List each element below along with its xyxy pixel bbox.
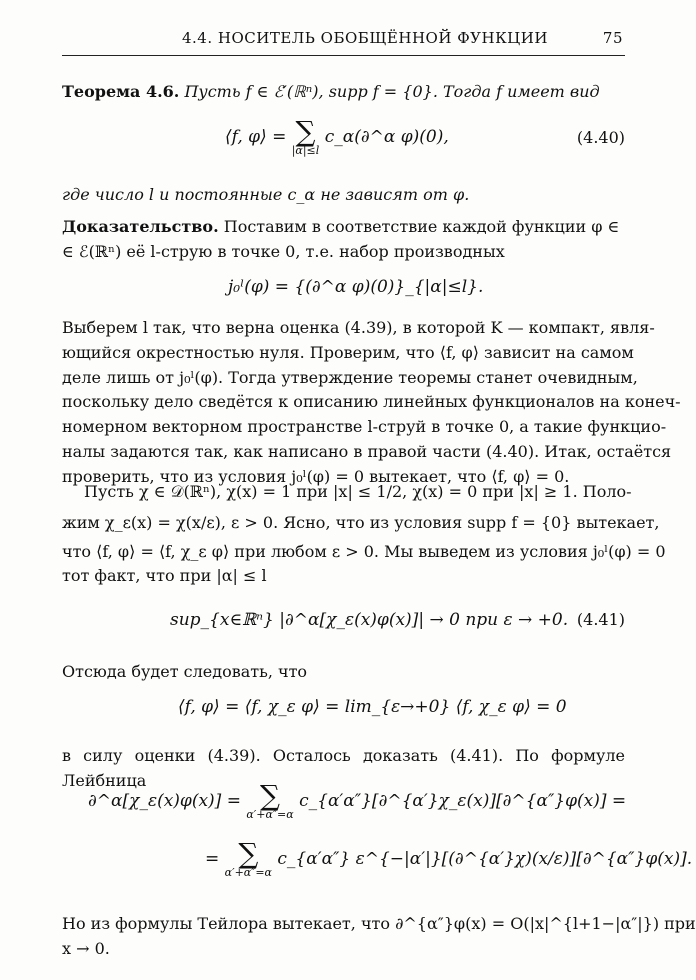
sum-symbol: ∑ α′+α″=α [246,779,294,821]
paragraph-2 [62,480,666,589]
formula-4-40 [225,115,449,157]
para1-line: налы задаются так, как написано в правой части (4.40). Итак, остаётся [62,441,672,461]
para2-line: что ⟨f, φ⟩ = ⟨f, χ_ε φ⟩ при любом ε > 0. Мы выведем из условия j₀ˡ(φ) = 0 [62,541,666,561]
leibniz-line2-rhs: c_{α′α″} ε^{−|α′|}[(∂^{α′}χ)(x/ε)][∂^{α″}φ(x)]. [277,849,693,869]
section-title: 4.4. НОСИТЕЛЬ ОБОБЩЁННОЙ ФУНКЦИИ [182,29,548,47]
leibniz-line1-rhs: c_{α′α″}[∂^{α′}χ_ε(x)][∂^{α″}φ(x)] = [299,791,627,811]
sum-symbol: ∑ |α|≤l [291,115,320,157]
final-line: Но из формулы Тейлора вытекает, что ∂^{α″}φ(x) = O(|x|^{l+1−|α″|}) при [62,914,696,933]
leibniz-line-2 [205,837,693,879]
formula-4-41: sup_{x∈ℝⁿ} |∂^α[χ_ε(x)φ(x)]| → 0 при ε → +0. [170,610,569,630]
page-number: 75 [602,29,623,47]
proof-intro [62,215,625,265]
eq-number-4-41: (4.41) [576,610,625,629]
para2-line: жим χ_ε(x) = χ(x/ε), ε > 0. Ясно, что из условия supp f = {0} вытекает, [62,512,660,532]
para2-line: тот факт, что при |α| ≤ l [62,566,267,586]
sum-subscript: |α|≤l [291,144,320,157]
sum-symbol: ∑ α′+α″=α [224,837,272,879]
formula-4-40-lhs: ⟨f, φ⟩ = [225,127,292,147]
final-paragraph [62,912,696,962]
proof-intro-line1: Поставим в соответствие каждой функции φ ∈ [223,217,620,236]
para1-line: поскольку дело сведётся к описанию линейных функционалов на конеч- [62,392,681,412]
running-header [62,25,625,56]
theorem-statement [62,80,625,105]
limit-formula: ⟨f, φ⟩ = ⟨f, χ_ε φ⟩ = lim_{ε→+0} ⟨f, χ_ε φ⟩ = 0 [178,697,567,717]
para1-line: деле лишь от j₀ˡ(φ). Тогда утверждение теоремы станет очевидным, [62,367,638,387]
theorem-note: где число l и постоянные c_α не зависят от φ. [62,185,470,204]
para1-line: номерном векторном пространстве l-струй в точке 0, а такие функцио- [62,417,667,437]
theorem-text: Пусть f ∈ ℰ′(ℝⁿ), supp f = {0}. Тогда f имеет вид [184,82,600,101]
leibniz-line1-lhs: ∂^α[χ_ε(x)φ(x)] = [88,791,247,811]
para1-line: Выберем l так, что верна оценка (4.39), в которой K — компакт, явля- [62,318,655,337]
theorem-label: Теорема 4.6. [62,82,180,101]
jet-formula: j₀ˡ(φ) = {(∂^α φ)(0)}_{|α|≤l}. [228,277,484,297]
final-line: x → 0. [62,938,110,958]
para1-line: проверить, что из условия j₀ˡ(φ) = 0 вытекает, что ⟨f, φ⟩ = 0. [62,466,570,486]
sum-subscript: α′+α″=α [246,808,294,821]
leibniz-line-1 [88,779,627,821]
sum-subscript: α′+α″=α [224,866,272,879]
paragraph-1 [62,316,681,490]
formula-4-40-rhs: c_α(∂^α φ)(0), [324,127,449,147]
para2-line: Пусть χ ∈ 𝒟(ℝⁿ), χ(x) = 1 при |x| ≤ 1/2, χ(x) = 0 при |x| ≥ 1. Поло- [84,482,632,501]
leibniz-line2-lhs: = [205,849,225,869]
eq-number-4-40: (4.40) [576,128,625,147]
leibniz-text: в силу оценки (4.39). Осталось доказать (4.41). По формуле Лейбница [62,746,625,790]
then-text: Отсюда будет следовать, что [62,662,308,681]
proof-label: Доказательство. [62,217,219,236]
para1-line: ющийся окрестностью нуля. Проверим, что ⟨f, φ⟩ зависит на самом [62,342,634,362]
proof-intro-line2: ∈ ℰ(ℝⁿ) её l-струю в точке 0, т.е. набор производных [62,241,505,261]
